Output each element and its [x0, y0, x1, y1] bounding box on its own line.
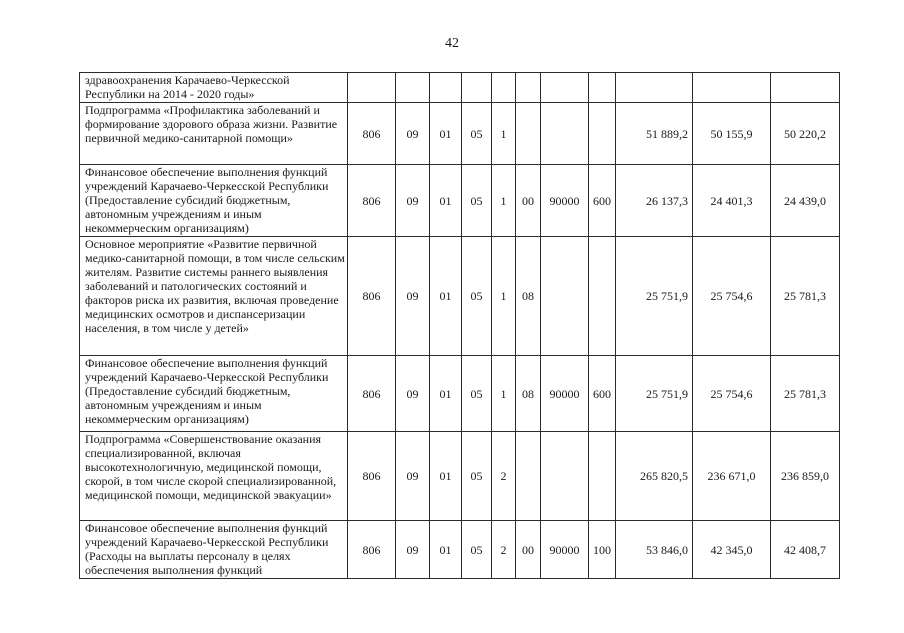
section-code: 09: [396, 165, 430, 237]
ministry-code: 806: [348, 237, 396, 356]
program-code: 05: [462, 237, 492, 356]
event-code: 08: [516, 237, 541, 356]
ministry-code: 806: [348, 165, 396, 237]
row-name: Финансовое обеспечение выполнения функций учреждений Карачаево-Черкесской Республики (Расходы на выплаты персоналу в целях обеспечения выполнения функций: [80, 521, 348, 579]
amount-2014: 25 751,9: [616, 237, 693, 356]
page-number: 42: [445, 36, 459, 51]
event-code: [516, 73, 541, 103]
table-row: [80, 356, 840, 432]
subsection-code: 01: [430, 165, 462, 237]
subprogram-code: 1: [492, 165, 516, 237]
amount-2016: 25 781,3: [771, 356, 840, 432]
program-code: 05: [462, 356, 492, 432]
amount-2016: 25 781,3: [771, 237, 840, 356]
amount-2014: 25 751,9: [616, 356, 693, 432]
amount-2014: [616, 73, 693, 103]
ministry-code: 806: [348, 356, 396, 432]
budget-table: [79, 72, 840, 579]
direction-code: [541, 237, 589, 356]
direction-code: [541, 73, 589, 103]
ministry-code: [348, 73, 396, 103]
table-row: [80, 432, 840, 521]
amount-2014: 265 820,5: [616, 432, 693, 521]
subprogram-code: [492, 73, 516, 103]
section-code: 09: [396, 103, 430, 165]
event-code: 00: [516, 165, 541, 237]
subprogram-code: 2: [492, 432, 516, 521]
ministry-code: 806: [348, 521, 396, 579]
amount-2015: 50 155,9: [693, 103, 771, 165]
row-name: Основное мероприятие «Развитие первичной медико-санитарной помощи, в том числе сельским жителям. Развитие системы раннего выявления заболеваний и патологических состояний и факторов риска их развития, включая проведение медицинских осмотров и диспансеризации населения, в том числе у детей»: [80, 237, 348, 356]
expense-type-code: [589, 103, 616, 165]
ministry-code: 806: [348, 432, 396, 521]
event-code: 08: [516, 356, 541, 432]
amount-2015: 25 754,6: [693, 356, 771, 432]
section-code: 09: [396, 237, 430, 356]
amount-2016: 24 439,0: [771, 165, 840, 237]
amount-2015: 24 401,3: [693, 165, 771, 237]
event-code: 00: [516, 521, 541, 579]
table-row: [80, 237, 840, 356]
amount-2016: 42 408,7: [771, 521, 840, 579]
subsection-code: 01: [430, 237, 462, 356]
amount-2014: 26 137,3: [616, 165, 693, 237]
subsection-code: 01: [430, 432, 462, 521]
subsection-code: 01: [430, 521, 462, 579]
amount-2014: 53 846,0: [616, 521, 693, 579]
section-code: 09: [396, 356, 430, 432]
expense-type-code: 600: [589, 165, 616, 237]
table-row: [80, 73, 840, 103]
expense-type-code: 100: [589, 521, 616, 579]
amount-2014: 51 889,2: [616, 103, 693, 165]
ministry-code: 806: [348, 103, 396, 165]
subprogram-code: 2: [492, 521, 516, 579]
row-name: Подпрограмма «Профилактика заболеваний и формирование здорового образа жизни. Развитие первичной медико-санитарной помощи»: [80, 103, 348, 165]
table-row: [80, 103, 840, 165]
row-name: Подпрограмма «Совершенствование оказания специализированной, включая высокотехнологичную, медицинской помощи, скорой, в том числе скорой специализированной, медицинской помощи, медицинской эвакуации»: [80, 432, 348, 521]
amount-2015: 25 754,6: [693, 237, 771, 356]
subsection-code: [430, 73, 462, 103]
direction-code: 90000: [541, 521, 589, 579]
event-code: [516, 103, 541, 165]
program-code: 05: [462, 521, 492, 579]
table-row: [80, 165, 840, 237]
subsection-code: 01: [430, 103, 462, 165]
direction-code: 90000: [541, 356, 589, 432]
table-row: [80, 521, 840, 579]
subprogram-code: 1: [492, 356, 516, 432]
expense-type-code: [589, 73, 616, 103]
amount-2016: 236 859,0: [771, 432, 840, 521]
program-code: [462, 73, 492, 103]
amount-2016: [771, 73, 840, 103]
direction-code: [541, 432, 589, 521]
subprogram-code: 1: [492, 237, 516, 356]
subprogram-code: 1: [492, 103, 516, 165]
section-code: [396, 73, 430, 103]
amount-2016: 50 220,2: [771, 103, 840, 165]
expense-type-code: 600: [589, 356, 616, 432]
section-code: 09: [396, 521, 430, 579]
subsection-code: 01: [430, 356, 462, 432]
direction-code: 90000: [541, 165, 589, 237]
program-code: 05: [462, 103, 492, 165]
amount-2015: 42 345,0: [693, 521, 771, 579]
section-code: 09: [396, 432, 430, 521]
amount-2015: 236 671,0: [693, 432, 771, 521]
row-name: Финансовое обеспечение выполнения функций учреждений Карачаево-Черкесской Республики (Предоставление субсидий бюджетным, автономным учреждениям и иным некоммерческим организациям): [80, 165, 348, 237]
direction-code: [541, 103, 589, 165]
expense-type-code: [589, 432, 616, 521]
row-name: здравоохранения Карачаево-Черкесской Республики на 2014 - 2020 годы»: [80, 73, 348, 103]
row-name: Финансовое обеспечение выполнения функций учреждений Карачаево-Черкесской Республики (Предоставление субсидий бюджетным, автономным учреждениям и иным некоммерческим организациям): [80, 356, 348, 432]
program-code: 05: [462, 432, 492, 521]
event-code: [516, 432, 541, 521]
program-code: 05: [462, 165, 492, 237]
expense-type-code: [589, 237, 616, 356]
amount-2015: [693, 73, 771, 103]
